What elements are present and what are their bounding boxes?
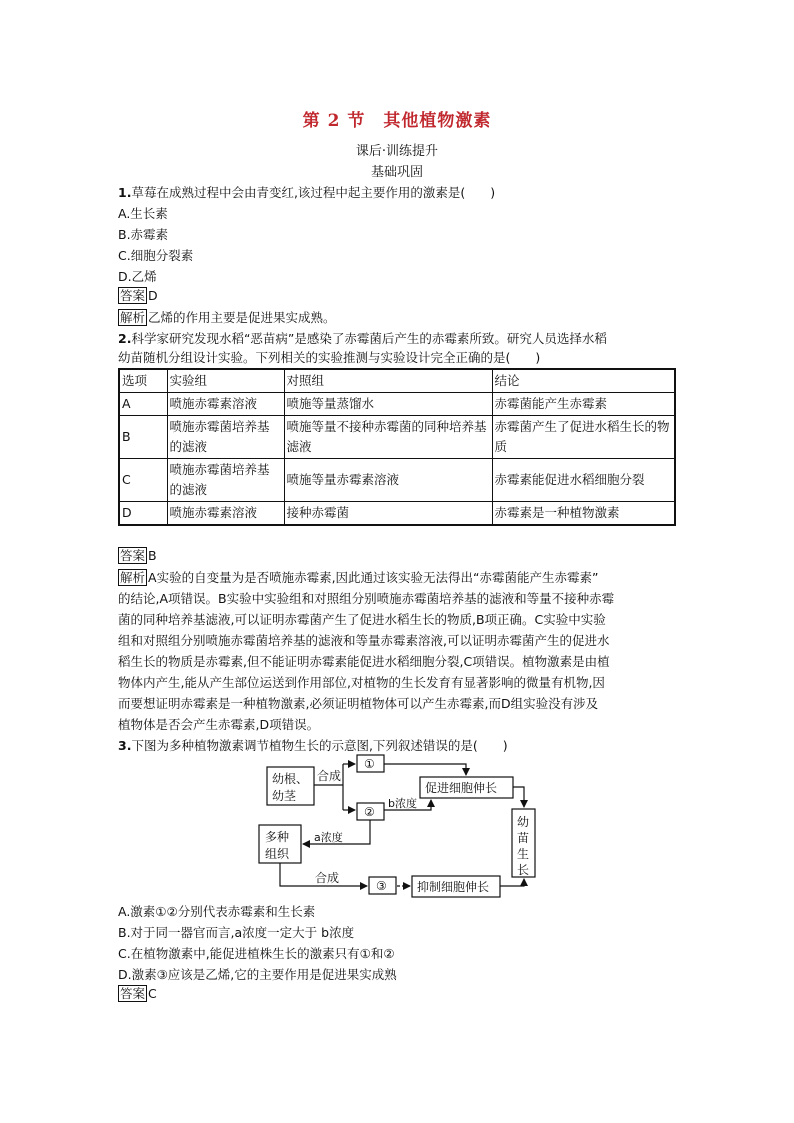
option-c: C.在植物激素中,能促进植株生长的激素只有①和② bbox=[118, 946, 395, 961]
option-d: D.乙烯 bbox=[118, 269, 157, 284]
answer-tag: 答案 bbox=[120, 288, 146, 303]
option-a: A.激素①②分别代表赤霉素和生长素 bbox=[118, 904, 316, 919]
analysis-text: 的结论,A项错误。B实验中实验组和对照组分别喷施赤霉菌培养基的滤液和等量不接种赤霉 bbox=[118, 591, 615, 606]
table-cell: 赤霉素是一种植物激素 bbox=[492, 502, 675, 526]
synth-label-2: 合成 bbox=[315, 871, 340, 885]
analysis-text: 植物体是否会产生赤霉素,D项错误。 bbox=[118, 717, 320, 732]
table-cell: 赤霉菌产生了促进水稻生长的物质 bbox=[492, 416, 675, 459]
analysis-text: 组和对照组分别喷施赤霉菌培养基的滤液和等量赤霉素溶液,可以证明赤霉菌产生的促进水 bbox=[118, 633, 610, 648]
section-heading: 基础巩固 bbox=[370, 165, 423, 180]
table-cell: B bbox=[119, 416, 167, 459]
table-cell: 喷施赤霉菌培养基的滤液 bbox=[167, 459, 284, 502]
answer-tag: 答案 bbox=[120, 986, 146, 1001]
question-number: 3. bbox=[118, 738, 132, 753]
question-stem: 科学家研究发现水稻“恶苗病”是感染了赤霉菌后产生的赤霉素所致。研究人员选择水稻 bbox=[131, 331, 607, 346]
answer-line bbox=[118, 985, 157, 1002]
promote-label: 促进细胞伸长 bbox=[425, 781, 498, 795]
table-header: 对照组 bbox=[284, 369, 492, 393]
root-label-2: 幼茎 bbox=[272, 789, 297, 803]
table-cell: 喷施赤霉菌培养基的滤液 bbox=[167, 416, 284, 459]
question-number: 1. bbox=[118, 185, 132, 200]
tissue-label-2: 组织 bbox=[265, 847, 290, 861]
table-cell: 赤霉菌能产生赤霉素 bbox=[492, 393, 675, 416]
table-header: 结论 bbox=[492, 369, 675, 393]
analysis-text: 而要想证明赤霉素是一种植物激素,必须证明植物体可以产生赤霉素,而D组实验没有涉及 bbox=[118, 696, 599, 711]
b-concentration-label: b浓度 bbox=[388, 797, 417, 810]
analysis-text: 稻生长的物质是赤霉素,但不能证明赤霉素能促进水稻细胞分裂,C项错误。植物激素是由植 bbox=[118, 654, 610, 669]
analysis-tag: 解析 bbox=[120, 310, 146, 325]
seedling-label-3: 生 bbox=[517, 847, 530, 861]
answer-tag: 答案 bbox=[120, 548, 146, 563]
seedling-label-1: 幼 bbox=[517, 815, 530, 829]
option-d: D.激素③应该是乙烯,它的主要作用是促进果实成熟 bbox=[118, 967, 397, 982]
option-c: C.细胞分裂素 bbox=[118, 248, 194, 263]
analysis-tag: 解析 bbox=[120, 570, 146, 585]
table-cell: C bbox=[119, 459, 167, 502]
table-cell: A bbox=[119, 393, 167, 416]
option-b: B.对于同一器官而言,a浓度一定大于 b浓度 bbox=[118, 925, 355, 940]
hormone-3-label: ③ bbox=[376, 879, 387, 893]
option-a: A.生长素 bbox=[118, 206, 168, 221]
analysis-text: A实验的自变量为是否喷施赤霉素,因此通过该实验无法得出“赤霉菌能产生赤霉素” bbox=[148, 570, 599, 585]
answer-value: C bbox=[148, 986, 157, 1001]
table-cell: 喷施等量不接种赤霉菌的同种培养基滤液 bbox=[284, 416, 492, 459]
analysis-text: 乙烯的作用主要是促进果实成熟。 bbox=[148, 310, 336, 325]
inhibit-label: 抑制细胞伸长 bbox=[417, 880, 490, 894]
hormone-1-label: ① bbox=[364, 757, 375, 771]
question-number: 2. bbox=[118, 331, 132, 346]
table-cell: 喷施赤霉素溶液 bbox=[167, 393, 284, 416]
question-stem: 下图为多种植物激素调节植物生长的示意图,下列叙述错误的是( ) bbox=[131, 738, 508, 753]
question-2-line2: 幼苗随机分组设计实验。下列相关的实验推测与实验设计完全正确的是( ) bbox=[118, 350, 541, 365]
seedling-label-4: 长 bbox=[517, 863, 530, 877]
table-header: 选项 bbox=[119, 369, 167, 393]
table-cell: 喷施等量赤霉素溶液 bbox=[284, 459, 492, 502]
section-subtitle: 课后·训练提升 bbox=[355, 144, 439, 159]
table-header: 实验组 bbox=[167, 369, 284, 393]
table-cell: 喷施等量蒸馏水 bbox=[284, 393, 492, 416]
answer-value: D bbox=[148, 288, 158, 303]
tissue-label-1: 多种 bbox=[265, 830, 290, 844]
option-b: B.赤霉素 bbox=[118, 227, 169, 242]
a-concentration-label: a浓度 bbox=[314, 831, 343, 844]
answer-value: B bbox=[148, 548, 157, 563]
page-title: 第 2 节 其他植物激素 bbox=[302, 111, 492, 131]
seedling-label-2: 苗 bbox=[517, 831, 530, 845]
root-label-1: 幼根、 bbox=[272, 772, 309, 786]
synth-label-1: 合成 bbox=[317, 769, 342, 783]
table-cell: 赤霉素能促进水稻细胞分裂 bbox=[492, 459, 675, 502]
analysis-text: 菌的同种培养基滤液,可以证明赤霉菌产生了促进水稻生长的物质,B项正确。C实验中实验 bbox=[118, 612, 606, 627]
table-cell: 喷施赤霉素溶液 bbox=[167, 502, 284, 526]
hormone-2-label: ② bbox=[364, 805, 375, 819]
table-cell: D bbox=[119, 502, 167, 526]
table-cell: 接种赤霉菌 bbox=[284, 502, 492, 526]
question-stem: 草莓在成熟过程中会由青变红,该过程中起主要作用的激素是( ) bbox=[131, 185, 496, 200]
analysis-text: 物体内产生,能从产生部位运送到作用部位,对植物的生长发育有显著影响的微量有机物,因 bbox=[118, 675, 605, 690]
